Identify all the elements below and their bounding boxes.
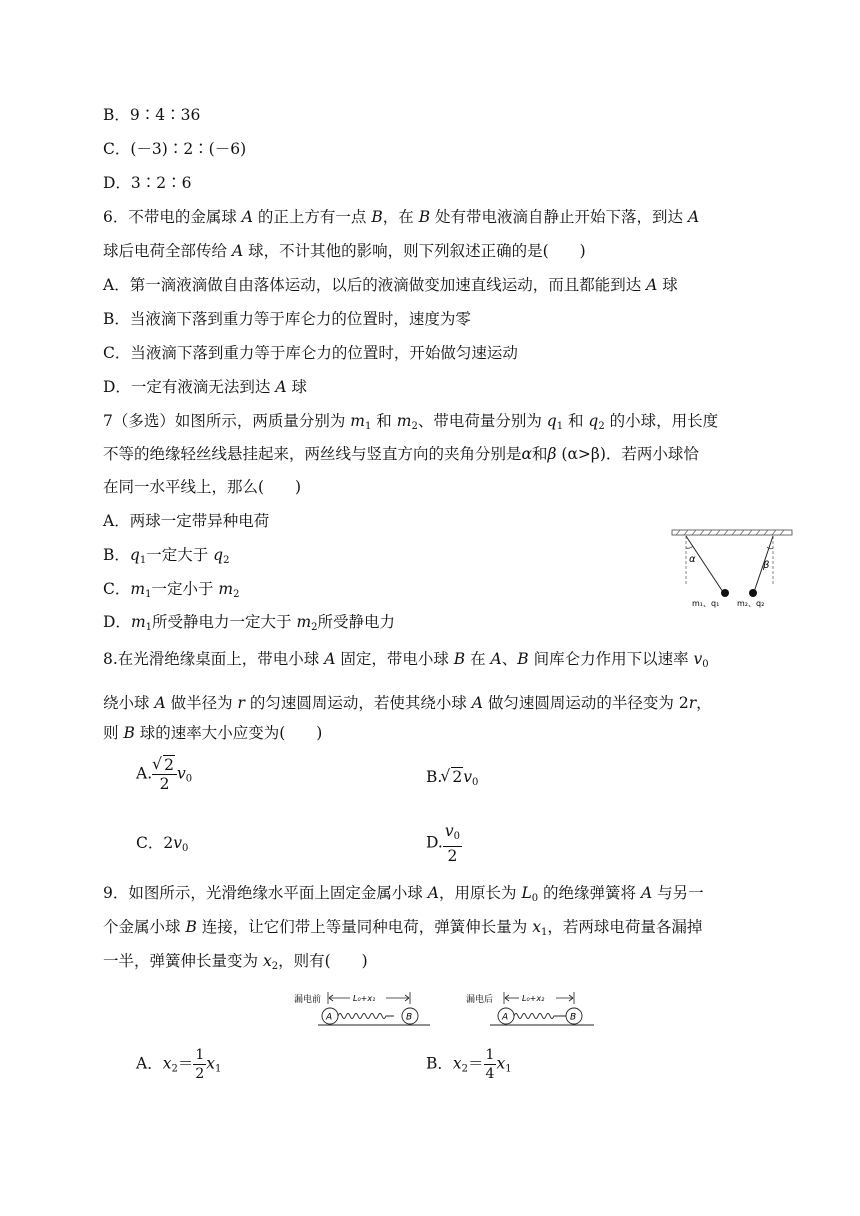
q9-stem-line2: 个金属小球 B 连接，让它们带上等量同种电荷，弹簧伸长量为 $x_1$，若两球电荷量各漏掉 [103,918,703,938]
q7-stem-line2: 不等的绝缘轻丝线悬挂起来，两丝线与竖直方向的夹角分别是α和β (α>β)．若两小球恰 [103,445,699,463]
q7-option-a: A．两球一定带异种电荷 [103,512,270,530]
q5-option-d: D．3∶2∶6 [103,174,192,192]
spring [514,1014,566,1019]
q8-option-b: B.√ $2v_0$ [426,766,478,794]
q9-stem-line3: 一半，弹簧伸长量变为 $x_2$，则有( ) [103,952,368,972]
before-label: 漏电前 [294,995,322,1005]
spring [338,1014,394,1019]
length-label-before: L₀+x₁ [353,994,376,1003]
q8-stem-line2: 绕小球 A 做半径为 r 的匀速圆周运动，若使其绕小球 A 做匀速圆周运动的半径变为 2r， [103,694,712,712]
q6-option-c: C．当液滴下落到重力等于库仑力的位置时，开始做匀速运动 [103,344,518,362]
q7-stem-line3: 在同一水平线上，那么( ) [103,478,302,496]
q6-option-a: A．第一滴液滴做自由落体运动，以后的液滴做变加速直线运动，而且都能到达 A 球 [103,276,678,294]
ball-b-label: B [406,1012,413,1023]
q9-option-a: A．$x_2=$ $\frac{1}{2}$ $x_1$ [136,1047,222,1082]
after-label: 漏电后 [466,995,494,1005]
beta-label: β [763,560,770,571]
left-ball [721,589,729,597]
ball-a-label: A [326,1012,333,1023]
q6-option-d: D．一定有液滴无法到达 A 球 [103,378,307,396]
right-ball-label: m₂、q₂ [737,599,765,608]
q5-option-c: C．(－3)∶2∶(－6) [103,140,247,158]
q8-option-a: A. √ $\frac{2}{2}$ $v_0$ [136,756,192,793]
q9-figure-before [292,984,432,1028]
q8-option-d: D. $\frac{v_0}{2}$ [426,822,460,865]
q6-stem-line1: 6．不带电的金属球 A 的正上方有一点 B，在 B 处有带电液滴自静止开始下落，到达 A [103,208,700,226]
q6-stem-line2: 球后电荷全部传给 A 球，不计其他的影响，则下列叙述正确的是( ) [103,242,586,260]
q5-option-b: B．9∶4∶36 [103,106,201,124]
q8-stem-line1: 8.在光滑绝缘桌面上，带电小球 A 固定，带电小球 B 在 A、B 间库仑力作用下以速率 $v_0$ [103,650,709,670]
q7-stem-line1: 7（多选）如图所示，两质量分别为 $m_1$ 和 $m_2$、带电荷量分别为 $q_1$ 和 $q_2$ 的小球，用长度 [103,412,719,432]
left-ball-label: m₁、q₁ [692,599,720,608]
q7-option-c: C．$m_1$一定小于 $m_2$ [103,580,240,600]
q7-option-b: B．$q_1$一定大于 $q_2$ [103,546,230,566]
q9-option-b: B．$x_2=$ $\frac{1}{4}$ $x_1$ [426,1047,512,1082]
q7-pendulum-figure [670,526,795,616]
q7-option-d: D．$m_1$所受静电力一定大于 $m_2$所受静电力 [103,613,396,633]
q8-stem-line3: 则 B 球的速率大小应变为( ) [103,724,323,742]
q8-option-c: C．$2v_0$ [136,834,189,854]
q9-stem-line1: 9．如图所示，光滑绝缘水平面上固定金属小球 A，用原长为 $L_0$ 的绝缘弹簧将 A 与另一 [103,884,704,904]
right-ball [749,589,757,597]
q6-option-b: B．当液滴下落到重力等于库仑力的位置时，速度为零 [103,310,471,328]
length-label-after: L₀+x₂ [522,994,545,1003]
ball-b-label: B [570,1012,577,1023]
q9-figure-after [464,984,596,1028]
alpha-label: α [689,554,696,565]
ball-a-label: A [502,1012,509,1023]
